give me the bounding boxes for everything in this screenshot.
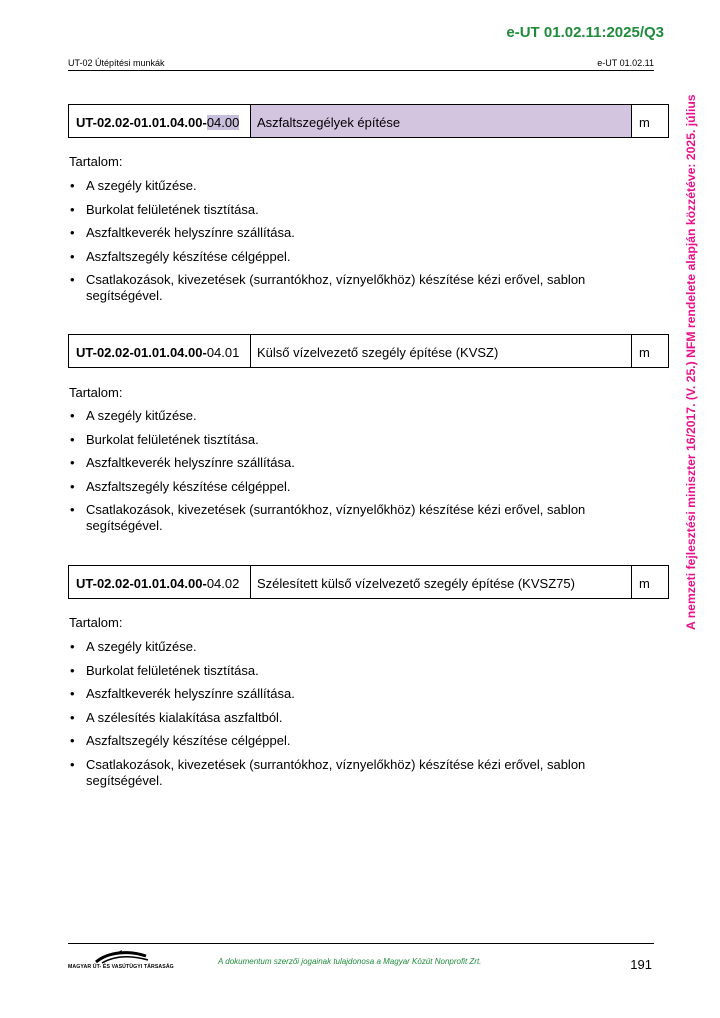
list-item: • Csatlakozások, kivezetések (surrantókhoz, víznyelőkhöz) készítése kézi erővel, sablon segítségével. xyxy=(69,272,629,304)
item-code-prefix: UT-02.02-01.01.04.00- xyxy=(76,345,207,360)
footer-divider xyxy=(68,943,654,944)
item-code-suffix: 04.00 xyxy=(206,115,240,130)
item-code-prefix: UT-02.02-01.01.04.00- xyxy=(76,576,207,591)
copyright-notice: A dokumentum szerzői jogainak tulajdonosa a Magyar Közút Nonprofit Zrt. xyxy=(218,957,482,966)
list-item: • Aszfaltszegély készítése célgéppel. xyxy=(69,249,629,265)
item-title: Szélesített külső vízelvezető szegély építése (KVSZ75) xyxy=(251,566,632,598)
item-code-prefix: UT-02.02-01.01.04.00- xyxy=(76,115,207,130)
item-title: Aszfaltszegélyek építése xyxy=(251,105,632,137)
header-left: UT-02 Útépítési munkák xyxy=(68,58,165,68)
list-item: • Aszfaltkeverék helyszínre szállítása. xyxy=(69,455,629,471)
list-item: • A szegély kitűzése. xyxy=(69,408,629,424)
contents-list-3 xyxy=(69,639,629,796)
list-item: • Csatlakozások, kivezetések (surrantókhoz, víznyelőkhöz) készítése kézi erővel, sablon segítségével. xyxy=(69,502,629,534)
contents-label: Tartalom: xyxy=(69,385,123,400)
item-table-3 xyxy=(68,565,669,599)
page-number: 191 xyxy=(630,957,652,972)
society-logo xyxy=(68,950,174,970)
contents-label: Tartalom: xyxy=(69,154,123,169)
list-item: • Aszfaltkeverék helyszínre szállítása. xyxy=(69,225,629,241)
publication-note: A nemzeti fejlesztési miniszter 16/2017. (V. 25.) NFM rendelete alapján közzétéve: 2025. július xyxy=(684,94,698,630)
item-code xyxy=(69,335,251,367)
item-unit: m xyxy=(639,115,650,130)
list-item: • A szélesítés kialakítása aszfaltból. xyxy=(69,710,629,726)
list-item: • Aszfaltszegély készítése célgéppel. xyxy=(69,733,629,749)
logo-mark-icon xyxy=(68,950,160,964)
list-item: • Burkolat felületének tisztítása. xyxy=(69,432,629,448)
list-item: • Aszfaltkeverék helyszínre szállítása. xyxy=(69,686,629,702)
item-code-suffix: 04.01 xyxy=(206,345,240,360)
document-id: e-UT 01.02.11:2025/Q3 xyxy=(506,24,664,41)
list-item: • Csatlakozások, kivezetések (surrantókhoz, víznyelőkhöz) készítése kézi erővel, sablon segítségével. xyxy=(69,757,629,789)
item-code-suffix: 04.02 xyxy=(206,576,240,591)
item-code xyxy=(69,566,251,598)
contents-list-1 xyxy=(69,178,629,312)
page-header xyxy=(68,58,654,71)
contents-list-2 xyxy=(69,408,629,542)
contents-label: Tartalom: xyxy=(69,615,123,630)
header-right: e-UT 01.02.11 xyxy=(597,58,654,68)
item-title: Külső vízelvezető szegély építése (KVSZ) xyxy=(251,335,632,367)
list-item: • A szegély kitűzése. xyxy=(69,639,629,655)
list-item: • Burkolat felületének tisztítása. xyxy=(69,202,629,218)
list-item: • Aszfaltszegély készítése célgéppel. xyxy=(69,479,629,495)
item-unit: m xyxy=(639,345,650,360)
logo-text: MAGYAR ÚT- ÉS VASÚTÜGYI TÁRSASÁG xyxy=(68,964,174,970)
list-item: • A szegély kitűzése. xyxy=(69,178,629,194)
item-unit: m xyxy=(639,576,650,591)
item-table-1 xyxy=(68,104,669,138)
item-table-2 xyxy=(68,334,669,368)
list-item: • Burkolat felületének tisztítása. xyxy=(69,663,629,679)
item-code xyxy=(69,105,251,137)
